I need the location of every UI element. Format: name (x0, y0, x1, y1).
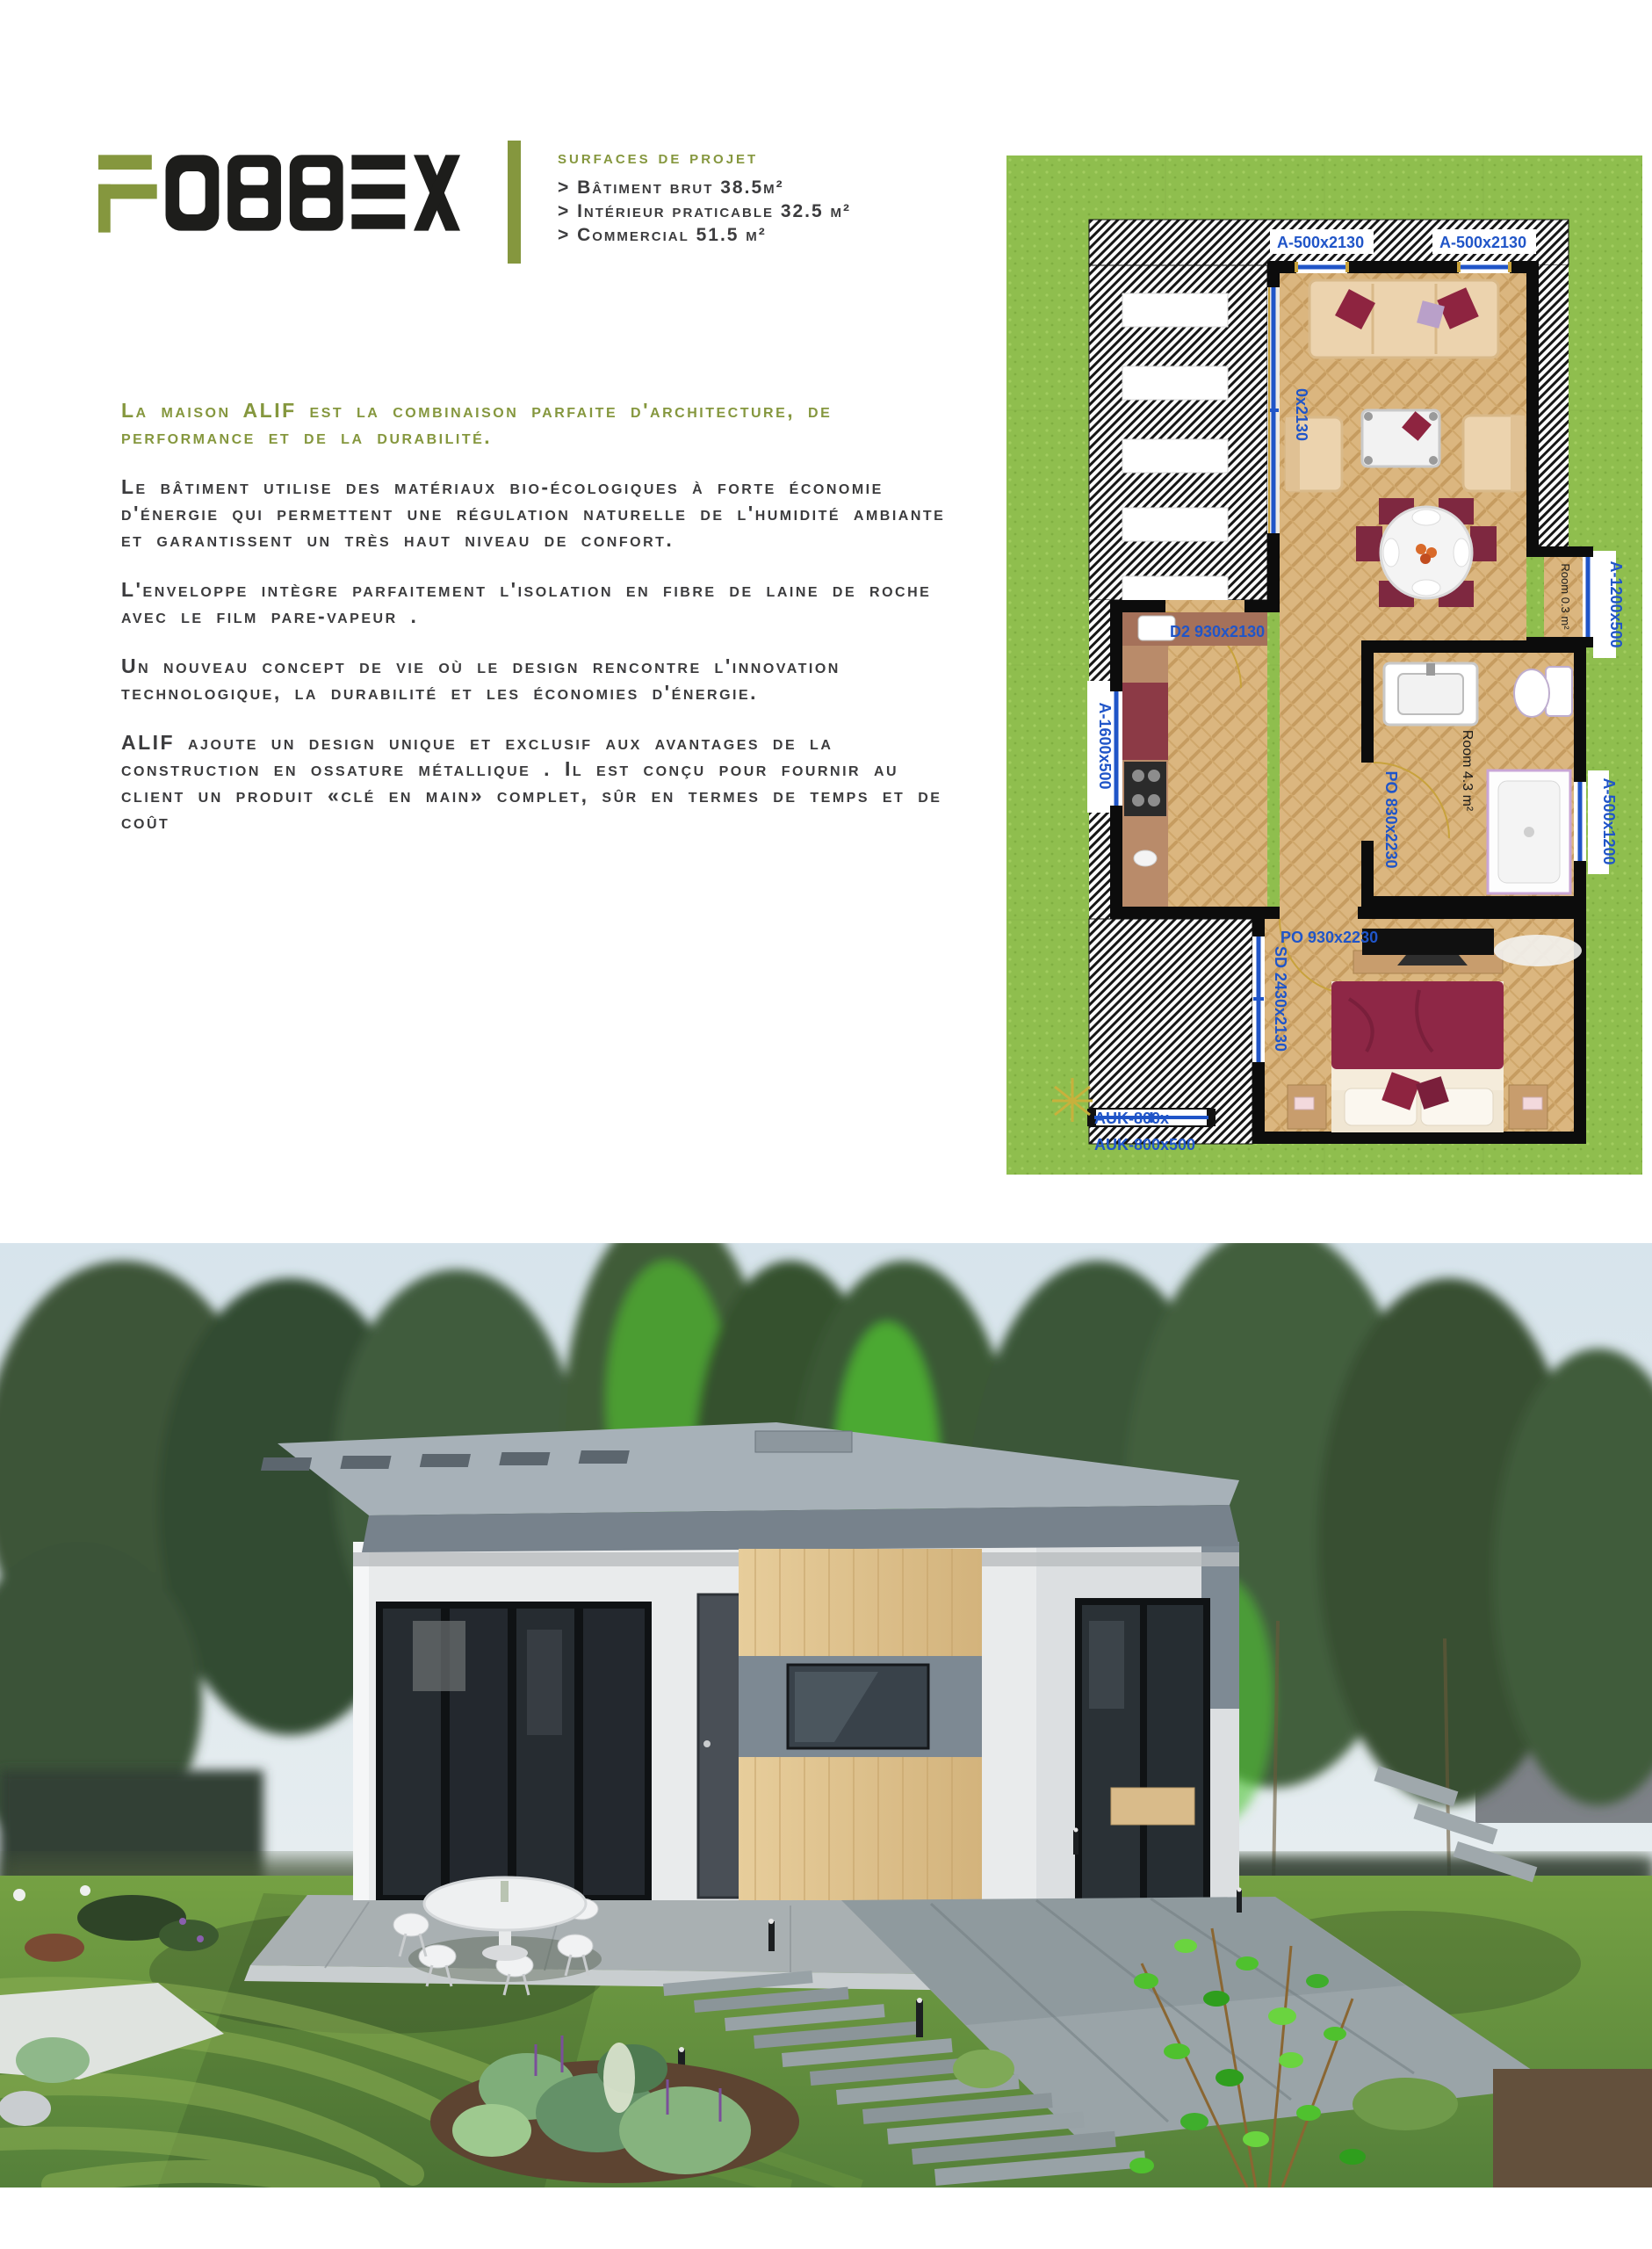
green-divider-bar (508, 141, 521, 264)
wood-ledge (1111, 1788, 1194, 1825)
label-kitchen-door: D2 930x2130 (1170, 623, 1266, 640)
surfaces-heading: surfaces de projet (558, 148, 759, 168)
label-bedroom-door: SD 2430x2130 (1272, 945, 1289, 1052)
logo-letters-obbex (166, 155, 460, 230)
skylight (755, 1431, 852, 1452)
label-kitchen-left-window: A-1600x500 (1096, 702, 1114, 790)
label-auk: AUK-800x500 (1094, 1136, 1196, 1153)
wood-column (739, 1549, 982, 1900)
label-right-upper-window: A-1200x500 (1607, 560, 1625, 648)
surface-item-commercial: > Commercial 51.5 m² (558, 225, 767, 245)
intro-paragraph-3: Un nouveau concept de vie où le design rencontre l'innovation technologique, la durabilité et les économies d'énergie. (121, 654, 840, 704)
fobbex-logo (98, 151, 460, 235)
intro-paragraph-2: L'enveloppe intègre parfaitement l'isolation en fibre de laine de roche avec le film pare-vapeur . (121, 578, 932, 627)
label-living-left-window: 0x2130 (1293, 387, 1310, 442)
house-render-photo (0, 1243, 1652, 2188)
glass-door-right (1075, 1598, 1210, 1911)
label-room-03: Room 0.3 m² (1559, 563, 1572, 630)
intro-paragraph-4: ALIF ajoute un design unique et exclusif aux avantages de la construction en ossature métallique . Il est conçu pour fournir au client un produit «clé en main» complet, sûr en termes de temps et de coût (121, 731, 942, 833)
surfaces-block (558, 148, 1050, 247)
intro-paragraph-1: Le bâtiment utilise des matériaux bio-écologiques à forte économie d'énergie qui permettent une régulation naturelle de l'humidité ambiante et garantissent un très haut niveau de confort. (121, 475, 946, 551)
intro-lead: La maison ALIF est la combinaison parfaite d'architecture, de performance et de la durabilité. (121, 399, 833, 448)
label-room-43: Room 4.3 m² (1460, 729, 1475, 812)
label-window-top-right: A-500x2130 (1439, 234, 1527, 251)
label-auk-small: AUK-800x (1094, 1110, 1170, 1127)
label-window-top-left: A-500x2130 (1277, 234, 1365, 251)
label-right-lower-window: A-500x1200 (1600, 777, 1618, 865)
glass-doors-left (376, 1602, 652, 1900)
surface-item-interieur: > Intérieur praticable 32.5 m² (558, 201, 852, 221)
house (261, 1422, 1239, 1911)
label-hall-door: PO 930x2230 (1280, 929, 1379, 946)
logo-letter-f (98, 155, 157, 232)
floor-plan (1006, 155, 1642, 1175)
intro-text (121, 397, 969, 858)
label-bath-door: PO 830x2230 (1382, 770, 1400, 869)
surface-item-brut: > Bâtiment brut 38.5m² (558, 177, 784, 198)
